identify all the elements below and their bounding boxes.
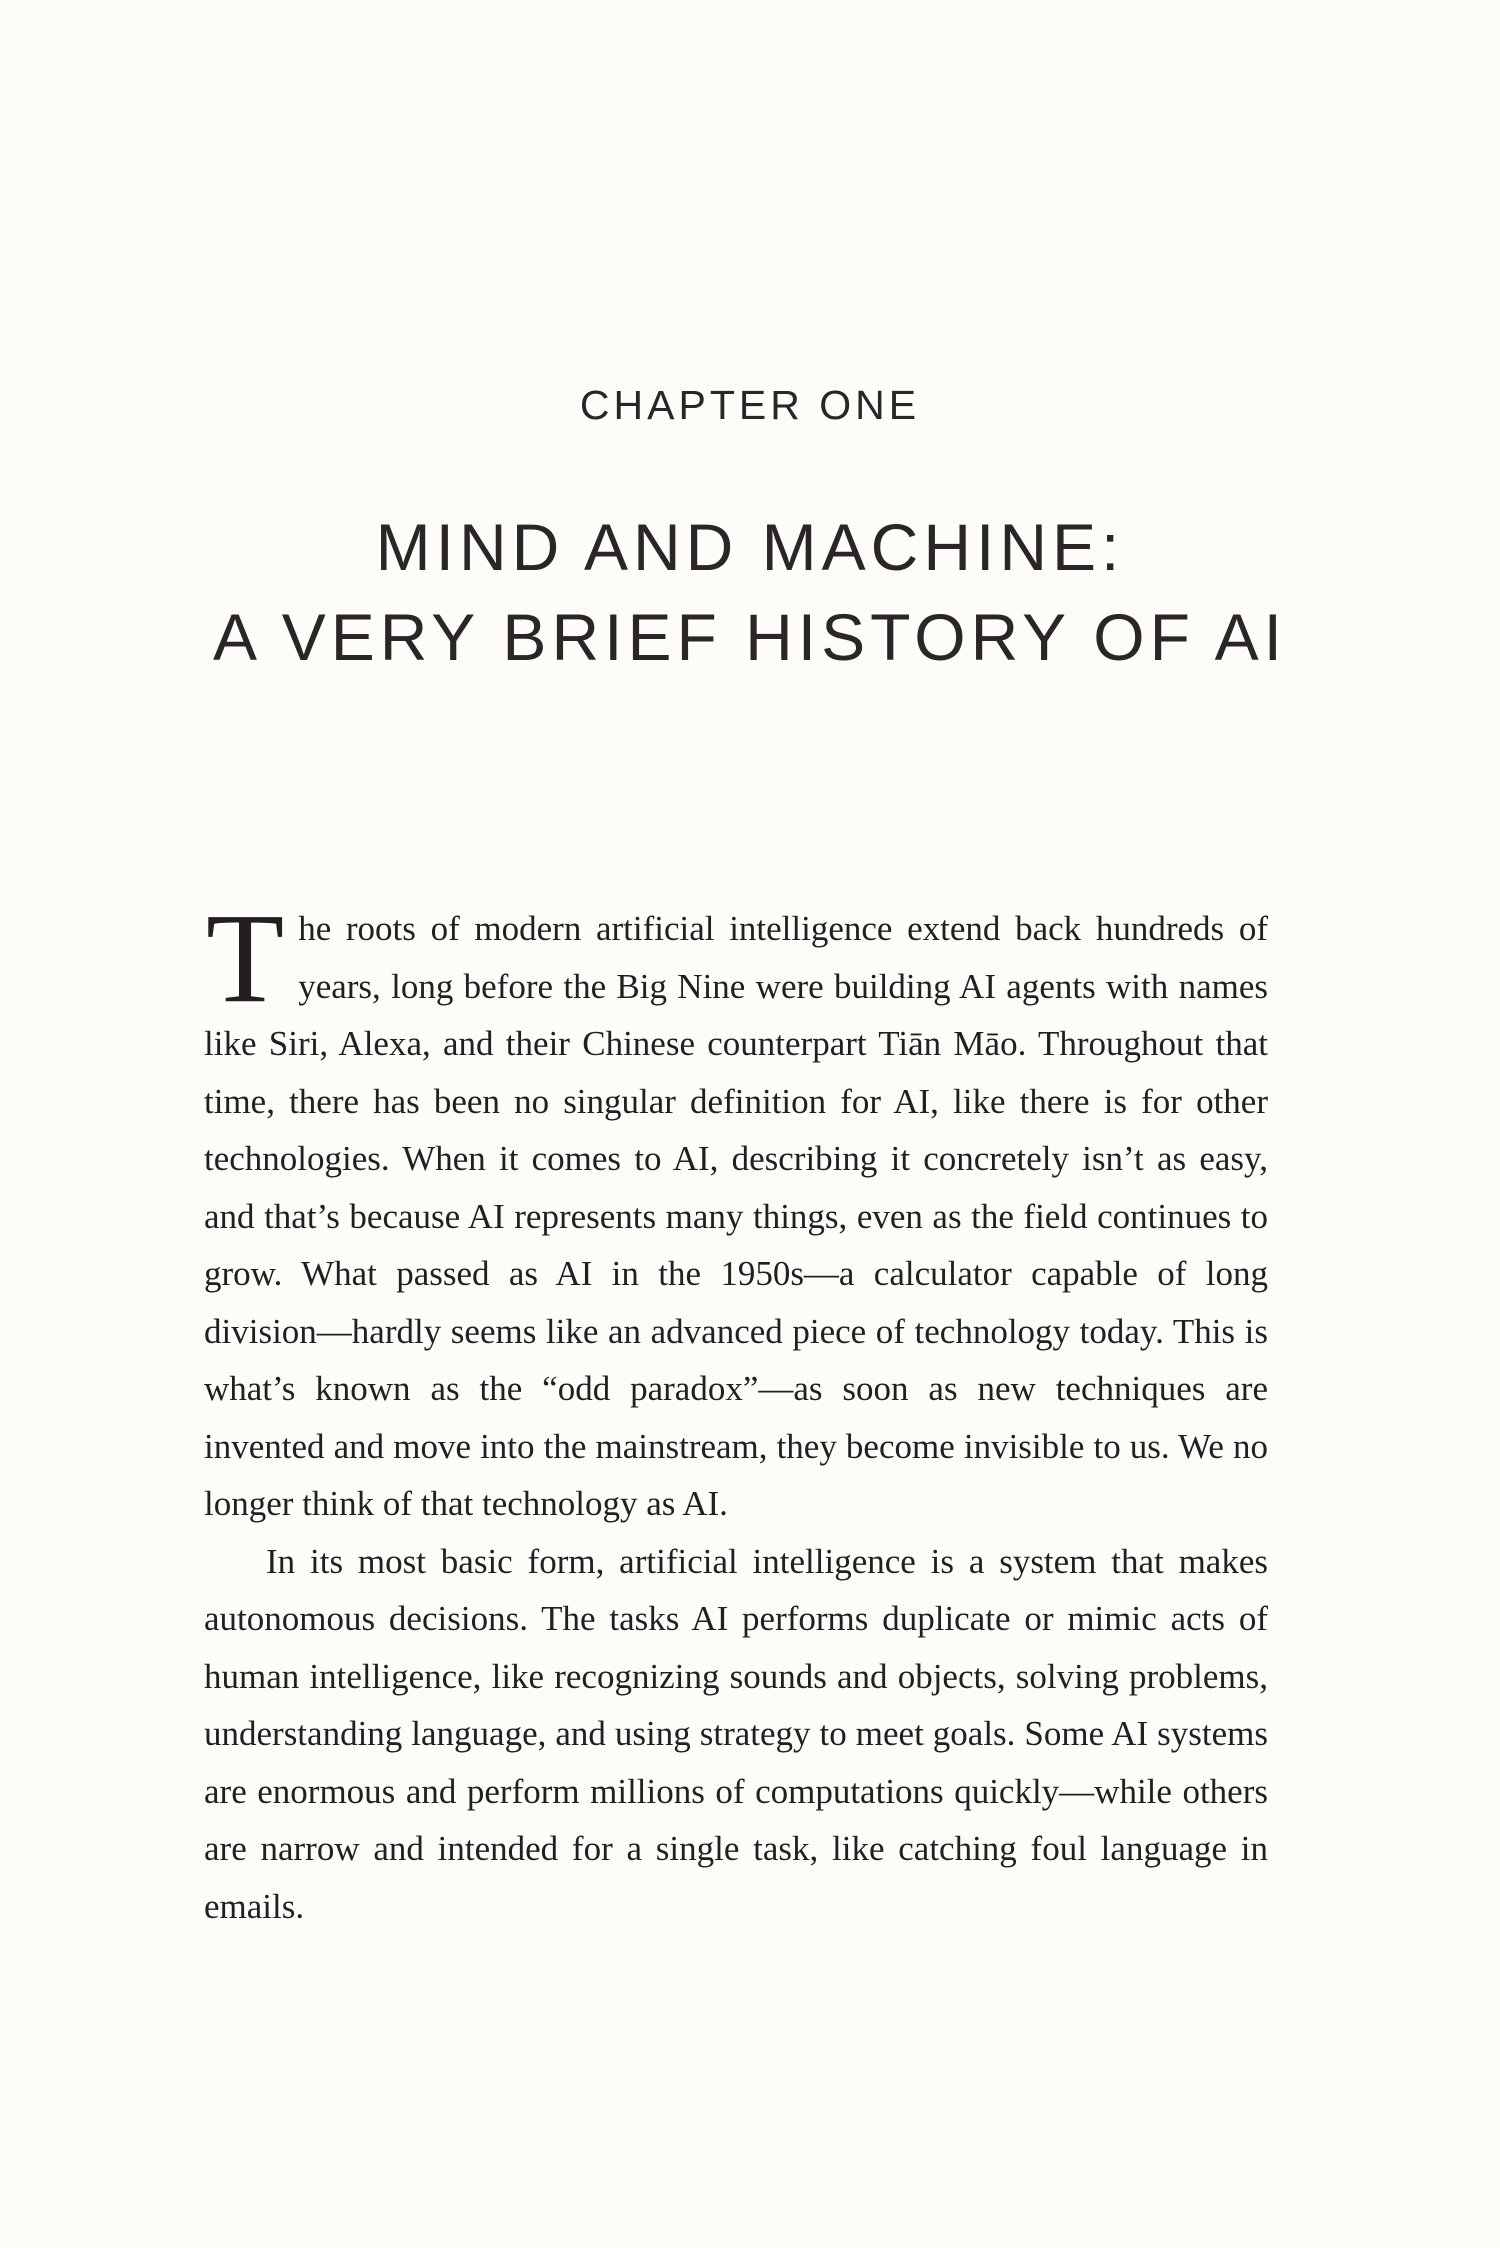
chapter-title-line-1: MIND AND MACHINE: [375,510,1125,584]
chapter-title [0,502,1500,682]
chapter-title-line-2: A VERY BRIEF HISTORY OF AI [213,600,1287,674]
paragraph-1-text: he roots of modern artificial intelligence extend back hundreds of years, long before the Big Nine were building AI agents with names like Siri, Alexa, and their Chinese counterpart Tiān Māo. Throughout that time, there has been no singular definition for AI, like there is for other technologies. When it comes to AI, describing it concretely isn’t as easy, and that’s because AI represents many things, even as the field continues to grow. What passed as AI in the 1950s—a calculator capable of long division—hardly seems like an advanced piece of technology today. This is what’s known as the “odd paradox”—as soon as new techniques are invented and move into the mainstream, they become invisible to us. We no longer think of that technology as AI. [204,909,1268,1523]
chapter-label: CHAPTER ONE [579,382,921,428]
chapter-body [204,887,1268,1935]
paragraph-1 [204,887,1268,1533]
drop-cap: T [206,887,285,1029]
paragraph-2: In its most basic form, artificial intelligence is a system that makes autonomous decisions. The tasks AI performs duplicate or mimic acts of human intelligence, like recognizing sounds and objects, solving problems, understanding language, and using strategy to meet goals. Some AI systems are enormous and perform millions of computations quickly—while others are narrow and intended for a single task, like catching foul language in emails. [204,1541,1268,1926]
